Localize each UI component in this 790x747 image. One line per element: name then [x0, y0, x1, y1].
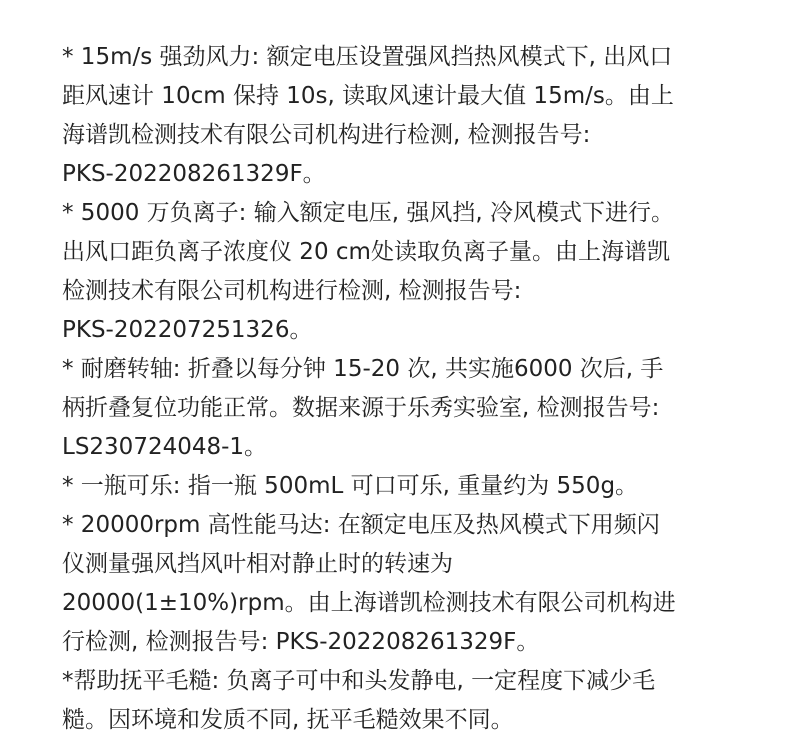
note-line: 20000(1±10%)rpm。由上海谱凯检测技术有限公司机构进 — [62, 590, 676, 616]
note-line: 检测技术有限公司机构进行检测, 检测报告号: — [62, 278, 522, 304]
note-line: 出风口距负离子浓度仪 20 cm处读取负离子量。由上海谱凯 — [62, 239, 670, 265]
note-line: * 耐磨转轴: 折叠以每分钟 15-20 次, 共实施6000 次后, 手 — [62, 356, 664, 382]
note-line: 柄折叠复位功能正常。数据来源于乐秀实验室, 检测报告号: — [62, 395, 660, 421]
note-line: * 20000rpm 高性能马达: 在额定电压及热风模式下用频闪 — [62, 512, 660, 538]
note-line: 行检测, 检测报告号: PKS-202208261329F。 — [62, 629, 540, 655]
note-line: LS230724048-1。 — [62, 434, 268, 460]
note-line: 距风速计 10cm 保持 10s, 读取风速计最大值 15m/s。由上 — [62, 83, 674, 109]
note-line: * 5000 万负离子: 输入额定电压, 强风挡, 冷风模式下进行。 — [62, 200, 674, 226]
note-line: *帮助抚平毛糙: 负离子可中和头发静电, 一定程度下减少毛 — [62, 668, 656, 694]
note-line: * 一瓶可乐: 指一瓶 500mL 可口可乐, 重量约为 550g。 — [62, 473, 639, 499]
note-line: 仪测量强风挡风叶相对静止时的转速为 — [62, 551, 453, 577]
note-line: 糙。因环境和发质不同, 抚平毛糙效果不同。 — [62, 707, 514, 733]
disclaimer-notes — [62, 38, 772, 740]
note-line: * 15m/s 强劲风力: 额定电压设置强风挡热风模式下, 出风口 — [62, 44, 673, 70]
note-line: PKS-202208261329F。 — [62, 161, 326, 187]
note-line: 海谱凯检测技术有限公司机构进行检测, 检测报告号: — [62, 122, 591, 148]
note-line: PKS-202207251326。 — [62, 317, 313, 343]
